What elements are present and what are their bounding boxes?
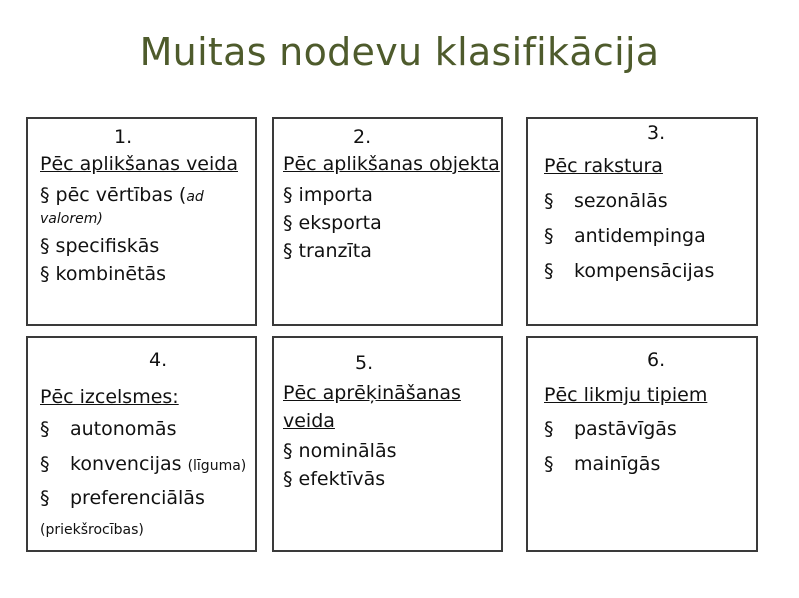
box-2-item-transit: § tranzīta [283, 240, 372, 262]
box-3-by-nature [526, 117, 758, 326]
bullet-icon: § [544, 225, 554, 247]
box-3-heading: Pēc rakstura [544, 155, 663, 177]
box-2-heading: Pēc aplikšanas objekta [283, 153, 500, 175]
box-3-item-seasonal: § sezonālās [544, 190, 668, 212]
box-5-item-effective: § efektīvās [283, 468, 386, 490]
box-5-item-nominal: § nominālās [283, 440, 397, 462]
box-4-item-preferential-note: (priekšrocības) [40, 522, 144, 538]
box-1-item-ad-valorem-cont: valorem) [40, 211, 103, 227]
box-5-heading-line2: veida [283, 410, 335, 432]
box-3-item-compensatory: § kompensācijas [544, 260, 715, 282]
box-4-heading: Pēc izcelsmes: [40, 386, 179, 408]
box-3-item-antidumping: § antidempinga [544, 225, 706, 247]
bullet-icon: § [40, 235, 50, 257]
box-4-number: 4. [149, 349, 168, 371]
box-2-item-export: § eksporta [283, 212, 382, 234]
bullet-icon: § [283, 184, 293, 206]
bullet-icon: § [544, 190, 554, 212]
bullet-icon: § [40, 487, 50, 509]
box-6-number: 6. [647, 349, 666, 371]
bullet-icon: § [283, 240, 293, 262]
bullet-icon: § [40, 184, 50, 206]
bullet-icon: § [544, 418, 554, 440]
box-6-by-rate-type [526, 336, 758, 552]
bullet-icon: § [40, 263, 50, 285]
bullet-icon: § [283, 440, 293, 462]
box-1-item-combined: § kombinētās [40, 263, 167, 285]
box-5-number: 5. [355, 352, 374, 374]
box-2-item-import: § importa [283, 184, 373, 206]
box-1-number: 1. [114, 126, 133, 148]
box-4-item-preferential: § preferenciālās [40, 487, 205, 509]
box-3-number: 3. [647, 122, 666, 144]
box-1-item-specific: § specifiskās [40, 235, 160, 257]
box-1-item-ad-valorem: § pēc vērtības (ad [40, 184, 204, 206]
box-4-item-conventional: § konvencijas (līguma) [40, 453, 247, 475]
box-6-item-variable: § mainīgās [544, 453, 661, 475]
bullet-icon: § [40, 453, 50, 475]
bullet-icon: § [544, 453, 554, 475]
box-1-heading: Pēc aplikšanas veida [40, 153, 238, 175]
slide-title: Muitas nodevu klasifikācija [139, 30, 660, 74]
box-2-number: 2. [353, 126, 372, 148]
bullet-icon: § [283, 468, 293, 490]
box-6-heading: Pēc likmju tipiem [544, 384, 708, 406]
box-6-item-permanent: § pastāvīgās [544, 418, 677, 440]
box-5-heading-line1: Pēc aprēķināšanas [283, 382, 461, 404]
bullet-icon: § [283, 212, 293, 234]
bullet-icon: § [40, 418, 50, 440]
bullet-icon: § [544, 260, 554, 282]
box-4-item-autonomous: § autonomās [40, 418, 177, 440]
